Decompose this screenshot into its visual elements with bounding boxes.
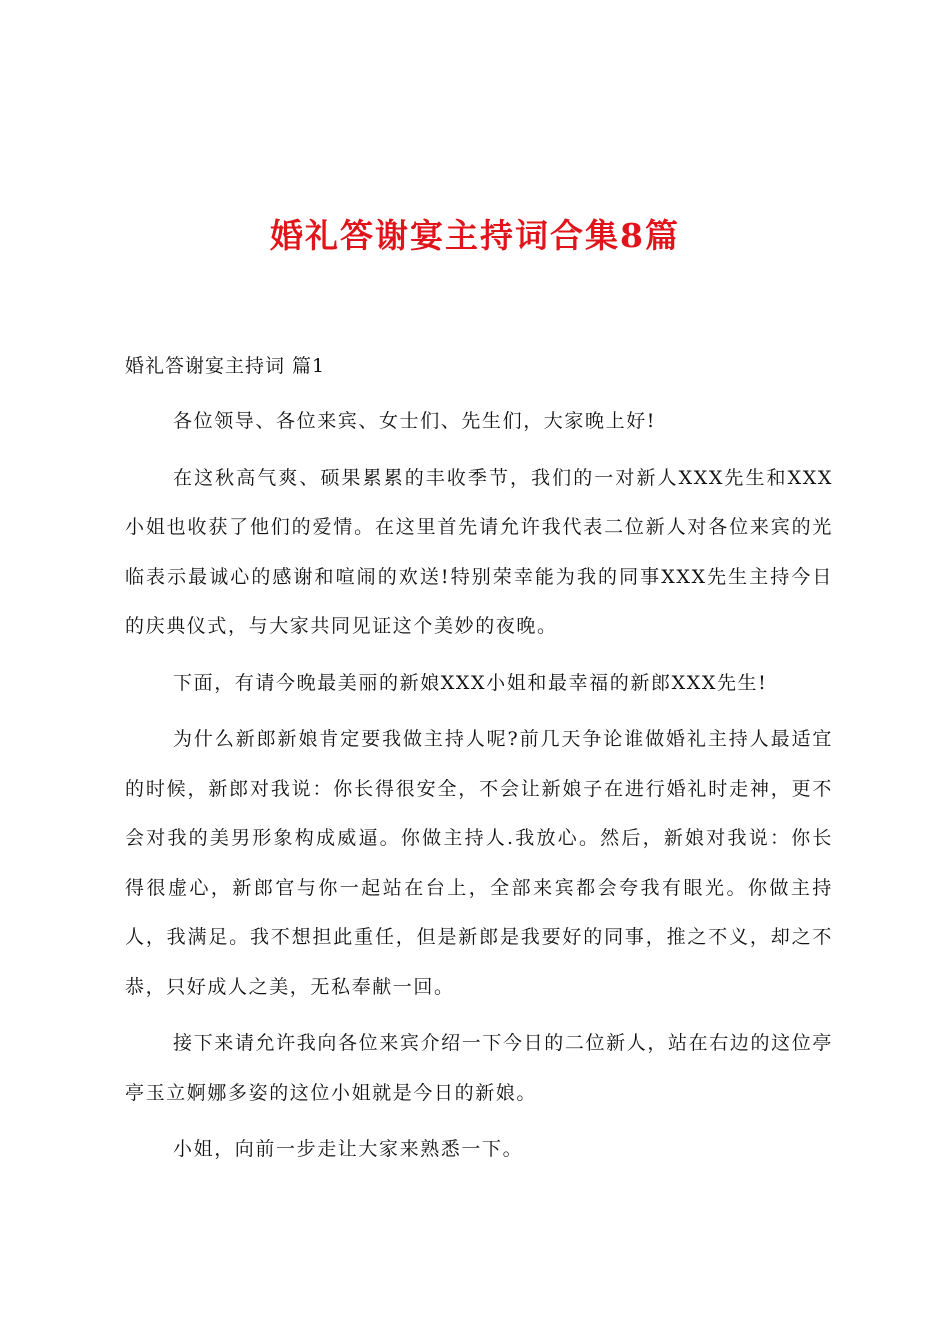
document-body [125, 397, 833, 1182]
paragraph-why-host: 为什么新郎新娘肯定要我做主持人呢?前几天争论谁做婚礼主持人最适宜的时候，新郎对我说：你长得很安全，不会让新娘子在进行婚礼时走神，更不会对我的美男形象构成威逼。你做主持人.我放心。然后，新娘对我说：你长得很虚心，新郎官与你一起站在台上，全部来宾都会夸我有眼光。你做主持人，我满足。我不想担此重任，但是新郎是我要好的同事，推之不义，却之不恭，只好成人之美，无私奉献一回。 [125, 728, 833, 998]
document-title: 婚礼答谢宴主持词合集8篇 [270, 216, 680, 255]
section-heading: 婚礼答谢宴主持词 篇1 [125, 355, 326, 377]
paragraph-greeting: 各位领导、各位来宾、女士们、先生们，大家晚上好! [173, 410, 657, 432]
paragraph-invite-couple: 下面，有请今晚最美丽的新娘XXX小姐和最幸福的新郎XXX先生! [173, 671, 768, 694]
paragraph-opening: 在这秋高气爽、硕果累累的丰收季节，我们的一对新人XXX先生和XXX小姐也收获了他们的爱情。在这里首先请允许我代表二位新人对各位来宾的光临表示最诚心的感谢和喧闹的欢送!特别荣幸能为我的同事XXX先生主持今日的庆典仪式，与大家共同见证这个美妙的夜晚。 [125, 466, 833, 637]
paragraph-step-forward: 小姐，向前一步走让大家来熟悉一下。 [173, 1138, 524, 1160]
paragraph-introduce-bride: 接下来请允许我向各位来宾介绍一下今日的二位新人，站在右边的这位亭亭玉立婀娜多姿的这位小姐就是今日的新娘。 [125, 1032, 833, 1104]
